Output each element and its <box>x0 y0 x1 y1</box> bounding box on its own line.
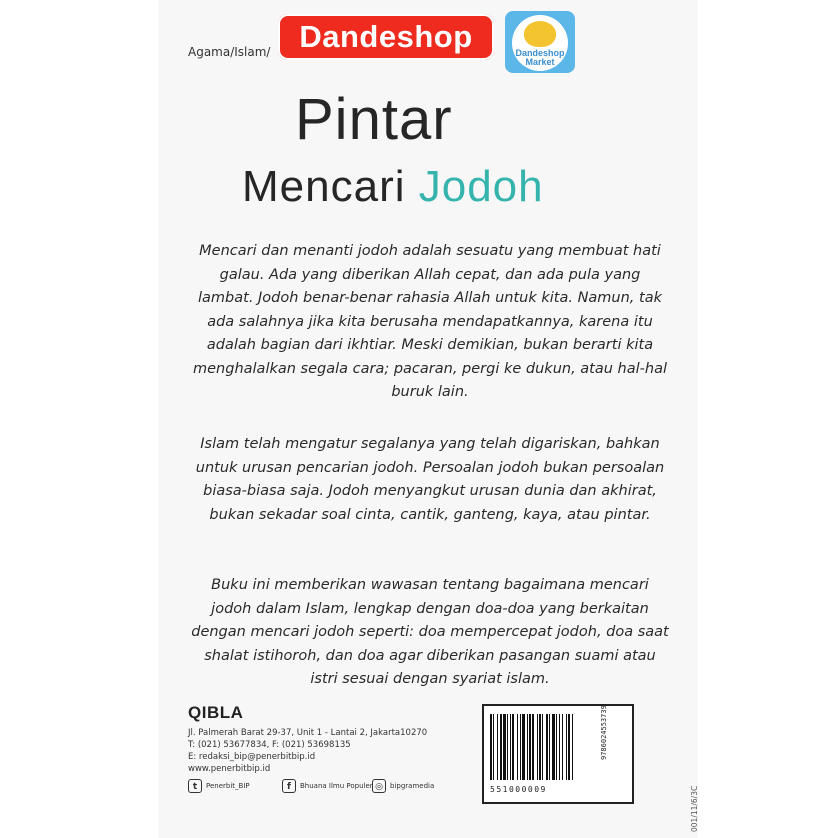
barcode-bar <box>527 714 528 780</box>
barcode-bar <box>532 714 534 780</box>
barcode-bar <box>546 714 548 780</box>
twitter-icon: t <box>188 779 202 793</box>
social-instagram <box>372 779 434 793</box>
barcode-bar <box>566 714 567 780</box>
publisher-logo: QIBLA <box>188 703 244 722</box>
shop-logo-text: Dandeshop Market <box>515 48 565 67</box>
shop-logo <box>505 11 575 73</box>
publisher-website: www.penerbitbip.id <box>188 764 271 774</box>
synopsis-paragraph: Buku ini memberikan wawasan tentang bagaimana mencari jodoh dalam Islam, lengkap dengan doa-doa yang berkaitan dengan mencari jodoh seperti: doa mempercepat jodoh, doa saat shalat istihoroh, dan doa agar diberikan pasangan suami atau istri sesuai dengan syariat islam. <box>191 577 669 687</box>
book-title-word-jodoh: Jodoh <box>418 162 544 211</box>
barcode-bar <box>493 714 494 780</box>
publisher-email: E: redaksi_bip@penerbitbip.id <box>188 752 316 762</box>
instagram-icon: ◎ <box>372 779 386 793</box>
barcode-bar <box>490 714 492 780</box>
publisher-phone: T: (021) 53677834, F: (021) 53698135 <box>188 740 351 750</box>
barcode-bar <box>572 714 573 780</box>
barcode-number: 551000009 <box>490 785 547 794</box>
barcode-bar <box>529 714 531 780</box>
social-label: Bhuana Ilmu Populer <box>300 782 373 790</box>
shop-name: Dandeshop <box>299 19 473 54</box>
barcode-bar <box>512 714 514 780</box>
book-category: Agama/Islam/ <box>188 45 271 59</box>
barcode-bar <box>552 714 555 780</box>
facebook-icon: f <box>282 779 296 793</box>
barcode-bar <box>556 714 557 780</box>
book-title-line-2 <box>242 162 544 212</box>
social-label: Penerbit_BIP <box>206 782 250 790</box>
synopsis-paragraph: Mencari dan menanti jodoh adalah sesuatu yang membuat hati galau. Ada yang diberikan Allah cepat, dan ada pula yang lambat. Jodoh benar-benar rahasia Allah untuk kita. Namun, tak ada salahnya jika kita berusaha mendapatkannya, karena itu adalah bagian dari ikhtiar. Meski demikian, bukan berarti kita menghalalkan segala cara; pacaran, pergi ke dukun, atau hal-hal buruk lain. <box>193 243 667 400</box>
book-title-word-mencari: Mencari <box>242 162 406 211</box>
barcode-bar <box>542 714 543 780</box>
synopsis-paragraph: Islam telah mengatur segalanya yang telah digariskan, bahkan untuk urusan pencarian jodoh. Persoalan jodoh bukan persoalan biasa-biasa saja. Jodoh menyangkut urusan dunia dan akhirat, bukan sekadar soal cinta, cantik, ganteng, kaya, atau pintar. <box>195 436 665 523</box>
book-title-line-1: Pintar <box>295 87 453 152</box>
mascot-face-icon <box>524 21 556 47</box>
shop-name-badge <box>278 14 494 60</box>
barcode-bar <box>539 714 541 780</box>
barcode-bar <box>520 714 521 780</box>
barcode-bar <box>562 714 563 780</box>
barcode-bar <box>517 714 518 780</box>
barcode-bar <box>503 714 506 780</box>
publisher-address: Jl. Palmerah Barat 29-37, Unit 1 - Lantai 2, Jakarta10270 <box>188 728 428 738</box>
barcode-bar <box>500 714 502 780</box>
side-code: 001/11/6/3C <box>690 785 699 832</box>
isbn-number: 9786024553739 <box>600 705 608 760</box>
barcode-bar <box>549 714 550 780</box>
social-label: bipgramedia <box>390 782 435 790</box>
barcode-bar <box>568 714 570 780</box>
barcode-bar <box>507 714 508 780</box>
social-twitter <box>188 779 250 793</box>
barcode-bar <box>559 714 560 780</box>
barcode-bar <box>510 714 511 780</box>
barcode-bar <box>522 714 525 780</box>
social-facebook <box>282 779 373 793</box>
barcode-bar <box>497 714 498 780</box>
barcode-bar <box>537 714 538 780</box>
